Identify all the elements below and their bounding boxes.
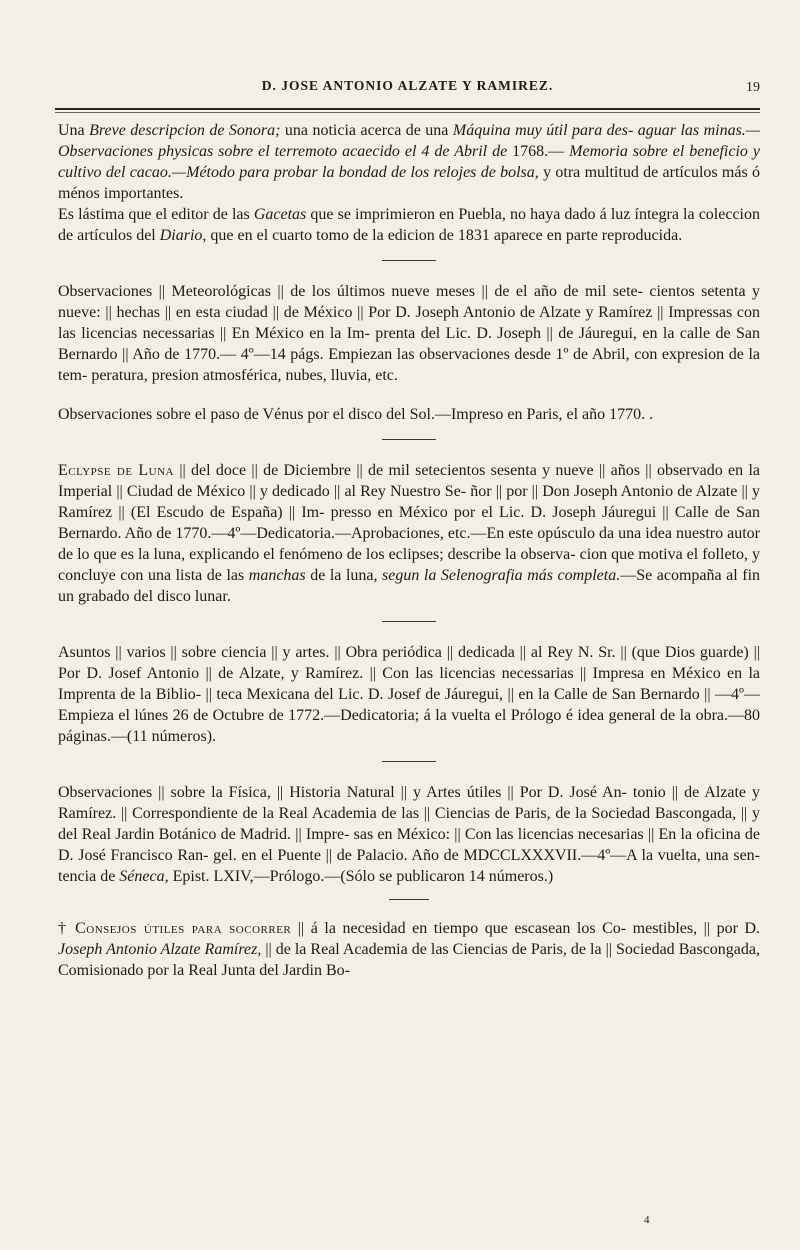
paragraph: Observaciones sobre el paso de Vénus por el disco del Sol.—Impreso en Paris, el año 1770. . (58, 406, 654, 423)
entry-eclypse-de-luna (58, 460, 760, 607)
paragraph (58, 782, 760, 887)
text: que en el cuarto tomo de la edicion de 1831 aparece en parte reproducida. (206, 227, 683, 244)
text: || del doce || de Diciembre || de mil setecientos sesenta y nueve || años || observado en la Imperial || Ciudad de México || y dedicado || al Rey Nuestro Se- ñor || por || Don Joseph Antonio de Alzate || y Ramírez || (El Escudo de España) || Im- presso en México por el Lic. D. Joseph Jáuregui || Calle de San Bernardo. Año de 1770.—4º—Dedicatoria.—Aprobaciones, etc.—En este opúsculo da una idea nuestro autor de lo que es la luna, explicando el fenómeno de los eclipses; describe la observa- cion que motiva el folleto, y concluye con una lista de las (58, 462, 760, 584)
italic-title: Memoria sobre el beneficio y cultivo del cacao.—Método para probar la bondad de los relojes de bolsa, (58, 143, 761, 181)
separator-rule (389, 899, 429, 900)
entry-paso-de-venus (58, 404, 760, 425)
text: una noticia acerca de una (280, 122, 453, 139)
paragraph (58, 204, 760, 246)
paragraph (58, 460, 760, 607)
paragraph (58, 918, 760, 981)
text: Una (58, 122, 90, 139)
separator-rule (382, 621, 436, 622)
small-caps-title: Consejos útiles para socorrer (75, 920, 292, 937)
separator-rule (382, 260, 436, 261)
separator-rule (382, 439, 436, 440)
page-body (58, 120, 760, 981)
signature-mark: 4 (644, 1214, 650, 1226)
italic-text: Joseph Antonio Alzate Ramírez, (58, 941, 262, 958)
paragraph: Observaciones || Meteorológicas || de los últimos nueve meses || de el año de mil sete- cientos setenta y nueve: || hechas || en esta ciudad || de México || Por D. Joseph Antonio de Alzate y Ramírez || Impressas con las licencias necessarias || En México en la Im- prenta del Lic. D. Joseph || de Jáuregui, en la calle de San Bernardo || Año de 1770.— 4º—14 págs. Empiezan las observaciones desde 1º de Abril, con expresion de la tem- peratura, presion atmosférica, nubes, lluvia, etc. (58, 283, 760, 384)
entry-observaciones-fisica (58, 782, 760, 887)
paragraph: Asuntos || varios || sobre ciencia || y artes. || Obra periódica || dedicada || al Rey N. Sr. || (que Dios guarde) || Por D. Josef Antonio || de Alzate, y Ramírez. || Con las licencias necessarias || Impresa en México en la Imprenta de la Biblio- || teca Mexicana del Lic. D. Josef de Jáuregui, || en la Calle de San Bernardo || —4º—Empieza el lúnes 26 de Octubre de 1772.—Dedicatoria; á la vuelta el Prólogo é idea general de la obra.—80 páginas.—(11 números). (58, 644, 760, 745)
italic-text: segun la Selenografia más completa. (382, 567, 621, 584)
text: que se imprimieron en Puebla, no haya dado á luz íntegra la coleccion de artículos del (58, 206, 761, 244)
italic-title: Diario, (159, 227, 207, 244)
small-caps-title: Eclypse de Luna (58, 462, 175, 479)
text: 1768.— (507, 143, 570, 160)
text: Observaciones || sobre la Física, || Historia Natural || y Artes útiles || Por D. José An- tonio || de Alzate y Ramírez. || Correspondiente de la Real Academia de las || Ciencias de Paris, de la Sociedad Bascongada, || y del Real Jardin Botánico de Madrid. || Impre- sas en México: || Con las licencias necesarias || En la oficina de D. José Francisco Ran- gel. en el Puente || de Palacio. Año de MDCCLXXXVII.—4º—A la vuelta, una sen- tencia de (58, 784, 760, 885)
page-header (55, 78, 760, 104)
header-rule-thin (55, 112, 760, 113)
text: Epist. LXIV,—Prólogo.—(Sólo se publicaron 14 números.) (168, 868, 554, 885)
text: || á la necesidad en tiempo que escasean los Co- mestibles, || por D. (291, 920, 761, 937)
text: de la luna, (305, 567, 383, 584)
italic-title: Máquina muy útil para des- aguar las minas.—Observaciones physicas sobre el terremoto acaecido el 4 de Abril de (58, 122, 761, 160)
entry-sonora (58, 120, 760, 246)
spacer (58, 386, 760, 404)
entry-observaciones-meteorologicas (58, 281, 760, 386)
dagger-mark: † (58, 920, 76, 937)
page-number: 19 (746, 80, 760, 95)
text: Es lástima que el editor de las (58, 206, 254, 223)
text: || de la Real Academia de las Ciencias de Paris, de la || Sociedad Bascongada, Comisionado por la Real Junta del Jardin Bo- (58, 941, 760, 979)
separator-rule (382, 761, 436, 762)
text: y otra multitud de artículos más ó ménos importantes. (58, 164, 761, 202)
running-title: D. JOSE ANTONIO ALZATE Y RAMIREZ. (261, 78, 554, 93)
entry-consejos-utiles (58, 918, 760, 981)
italic-title: Breve descripcion de Sonora; (89, 122, 281, 139)
italic-title: Gacetas (253, 206, 307, 223)
paragraph (58, 120, 760, 204)
entry-asuntos-varios (58, 642, 760, 747)
text: —Se acompaña al fin un grabado del disco lunar. (58, 567, 761, 605)
italic-text: Séneca, (119, 868, 169, 885)
italic-text: manchas (248, 567, 306, 584)
